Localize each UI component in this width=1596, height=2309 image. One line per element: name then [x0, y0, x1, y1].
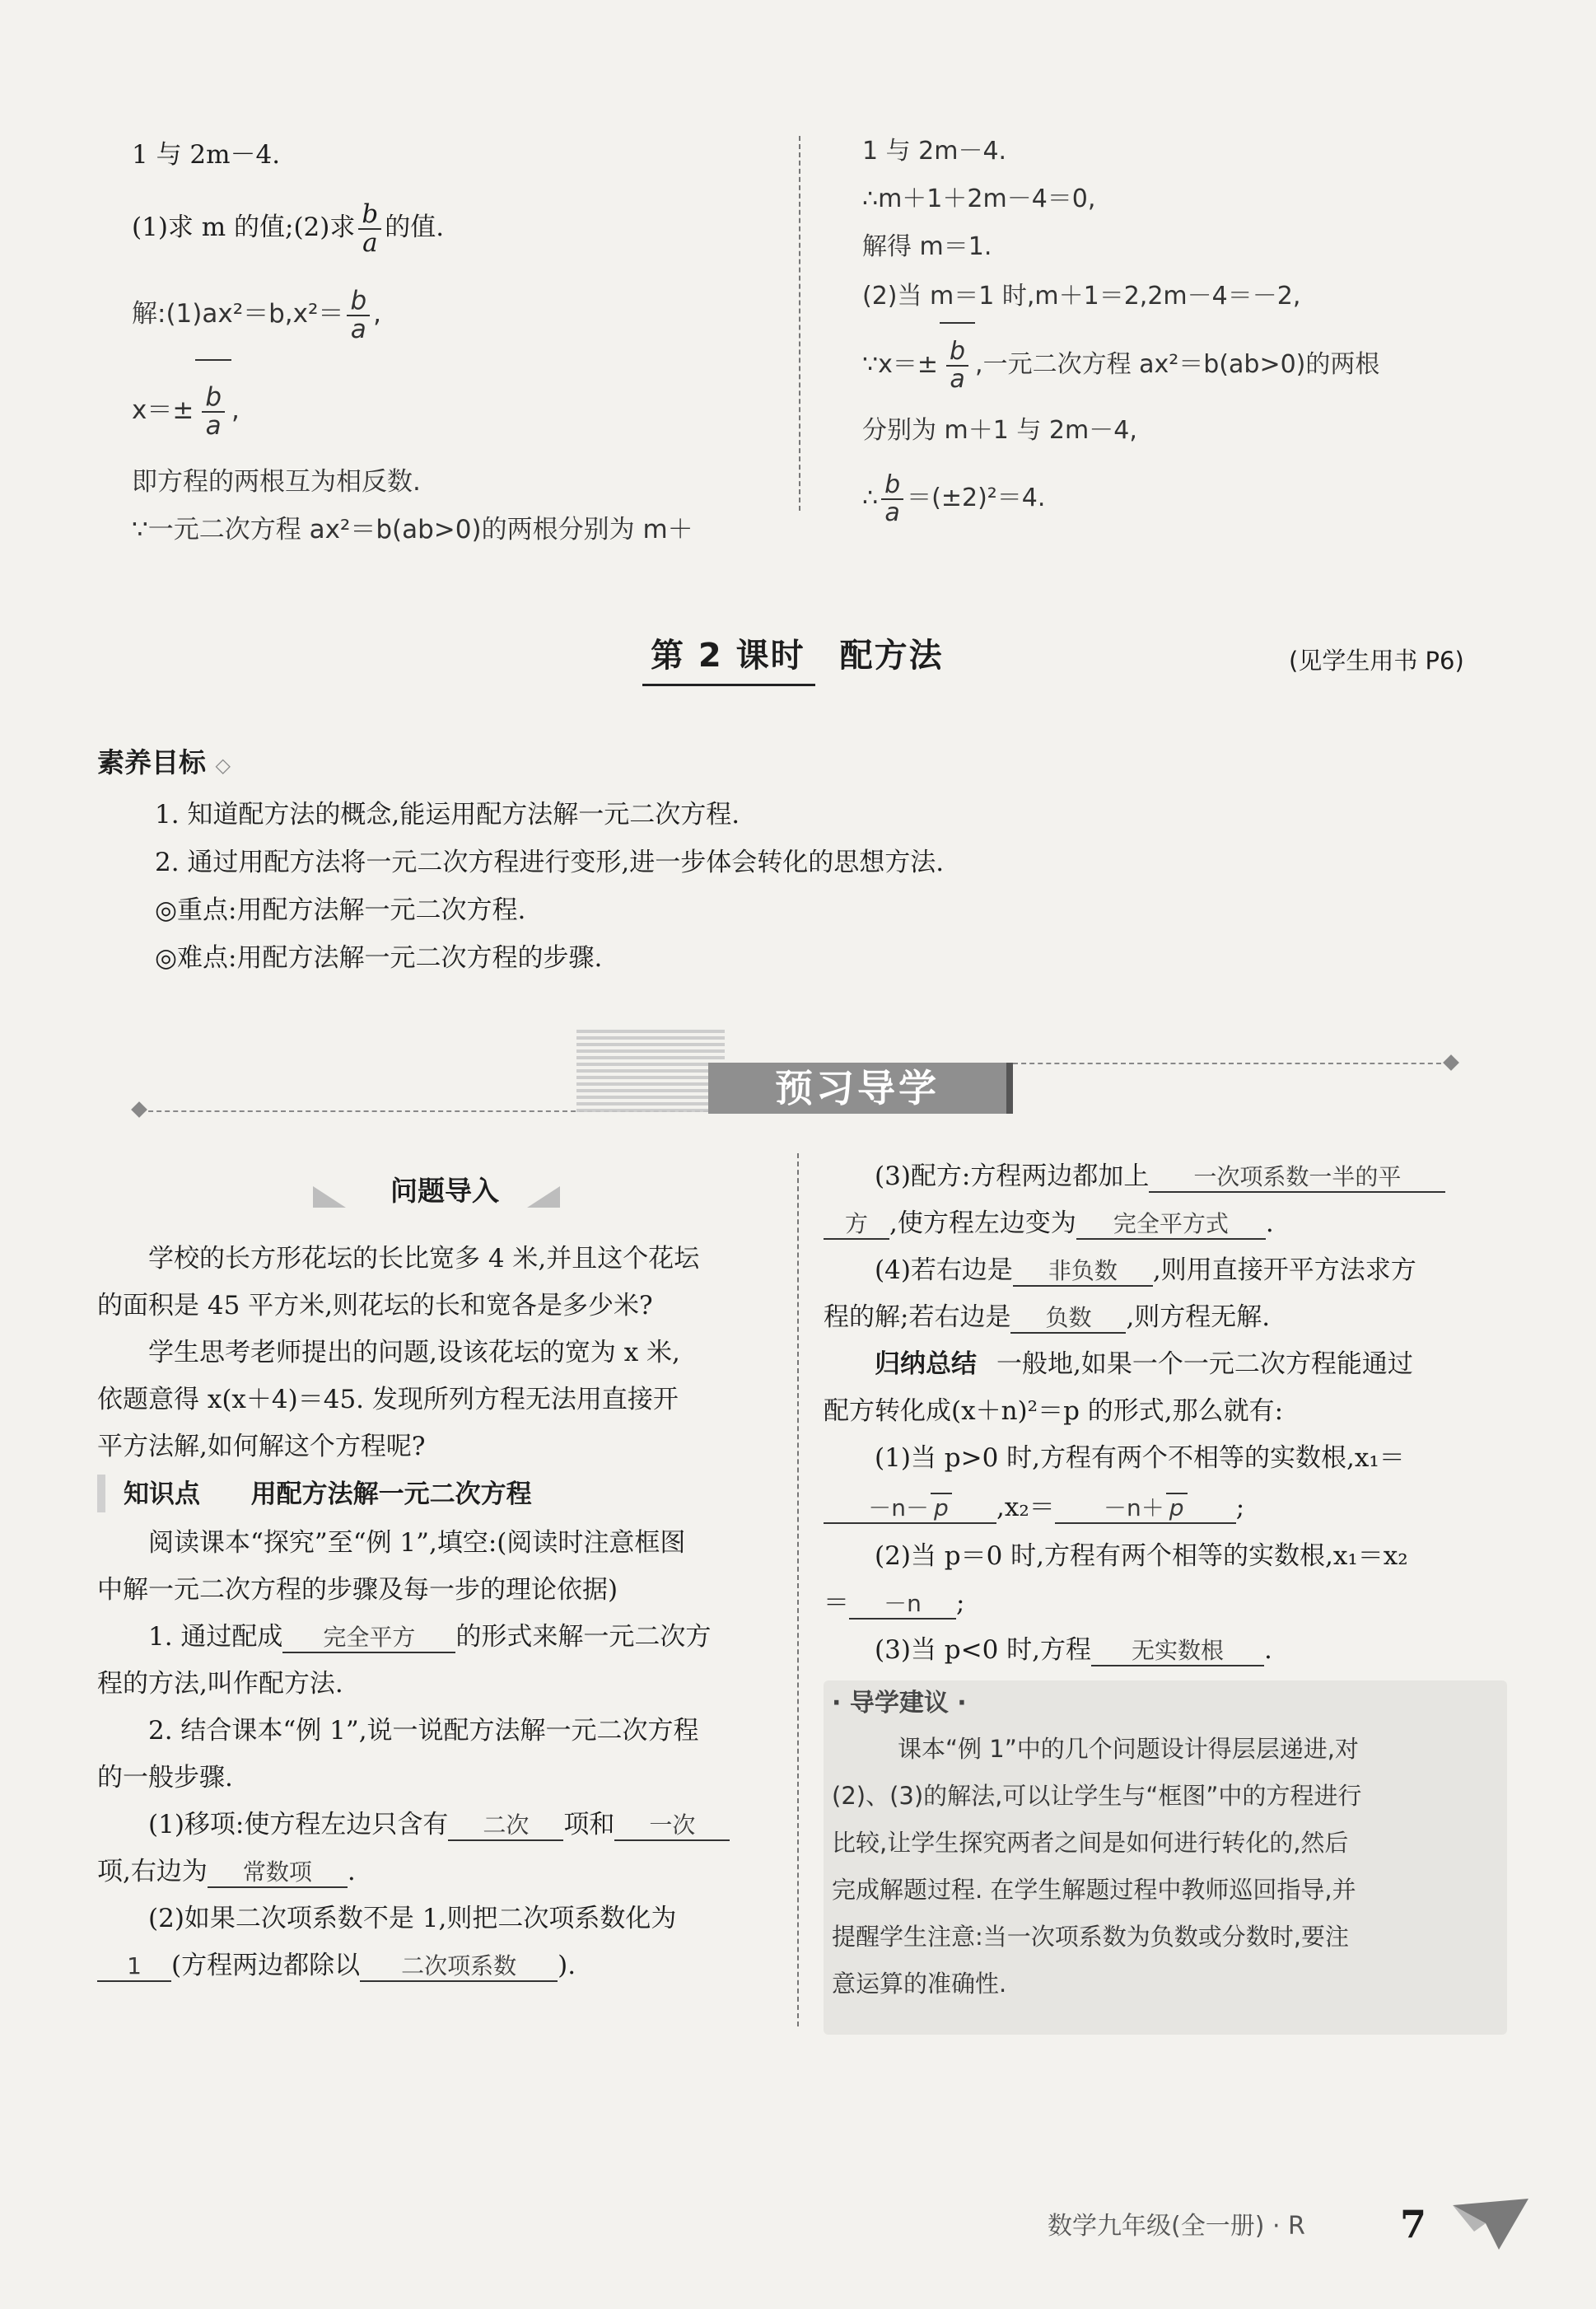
text-line: 1 与 2m－4. — [862, 137, 1007, 166]
banner-dot-icon — [131, 1101, 147, 1118]
fraction: $\frac{b}{a}$ — [946, 339, 968, 392]
teaching-tip-body — [832, 1726, 1499, 2008]
text-line: 学校的长方形花坛的长比宽多 4 米,并且这个花坛 — [148, 1244, 700, 1274]
diamond-arrow-icon: ◇ — [215, 754, 231, 777]
knowledge-point-bar — [97, 1475, 105, 1512]
text-line: 解得 m＝1. — [862, 232, 992, 261]
answer-blank: 二次项系数 — [360, 1952, 558, 1982]
text-line: 解:(1)ax²＝b,x²＝ $\frac{b}{a}$ , — [132, 285, 381, 344]
text-line: 1 (方程两边都除以 二次项系数 ). — [97, 1942, 781, 1989]
answer-blank: 方 — [824, 1210, 889, 1240]
column-divider — [797, 1153, 799, 2026]
text-line: (3)配方:方程两边都加上 一次项系数一半的平 — [824, 1153, 1515, 1200]
fraction: $\frac{b}{a}$ — [347, 287, 370, 343]
text-line: 分别为 m＋1 与 2m－4, — [862, 416, 1137, 445]
answer-blank: 负数 — [1010, 1304, 1126, 1334]
fraction: $\frac{b}{a}$ — [358, 201, 381, 256]
text-line: x＝± $\frac{b}{a}$ , — [132, 359, 791, 458]
goal-item: 1. 知道配方法的概念,能运用配方法解一元二次方程. — [155, 800, 740, 830]
text-line: (1)移项:使方程左边只含有 二次 项和 一次 — [97, 1802, 781, 1849]
text-line: 的面积是 45 平方米,则花坛的长和宽各是多少米? — [97, 1291, 653, 1320]
goal-item: ◎重点:用配方法解一元二次方程. — [155, 895, 526, 925]
triangle-right-icon — [527, 1186, 560, 1208]
answer-blank: －n－ p — [824, 1493, 996, 1524]
text-line: ∵一元二次方程 ax²＝b(ab>0)的两根分别为 m＋ — [132, 515, 693, 545]
text-line: 意运算的准确性. — [832, 1970, 1007, 1998]
text-line: ＝ －n ; — [824, 1588, 965, 1618]
answer-blank: 一次 — [614, 1811, 730, 1841]
goal-item: 2. 通过用配方法将一元二次方程进行变形,进一步体会转化的思想方法. — [155, 848, 945, 877]
text-line: 归纳总结 一般地,如果一个一元二次方程能通过 — [875, 1349, 1413, 1379]
text-line: 1. 通过配成 完全平方 的形式来解一元二次方 — [148, 1622, 712, 1652]
answer-blank: 1 — [97, 1952, 171, 1982]
answer-blank: －n＋ p — [1055, 1493, 1236, 1524]
answer-blank: －n — [849, 1590, 956, 1620]
text-line: 中解一元二次方程的步骤及每一步的理论依据) — [97, 1575, 618, 1605]
paper-plane-icon — [1449, 2195, 1532, 2253]
text-line: (4)若右边是 非负数 ,则用直接开平方法求方 — [875, 1255, 1416, 1285]
lesson-title-underline — [642, 684, 815, 686]
goal-item: ◎难点:用配方法解一元二次方程的步骤. — [155, 943, 603, 973]
goals-heading: 素养目标 ◇ — [97, 746, 231, 778]
text-line: 2. 结合课本“例 1”,说一说配方法解一元二次方程 — [148, 1716, 699, 1746]
fraction: $\frac{b}{a}$ — [881, 472, 903, 526]
banner-rule-right — [1013, 1063, 1449, 1064]
text-line: 程的方法,叫作配方法. — [97, 1669, 343, 1699]
answer-blank: 常数项 — [208, 1858, 348, 1888]
text-line: 依题意得 x(x＋4)＝45. 发现所列方程无法用直接开 — [97, 1385, 679, 1414]
text-line: (3)当 p<0 时,方程 无实数根 . — [875, 1635, 1272, 1665]
text-line: 程的解;若右边是 负数 ,则方程无解. — [824, 1302, 1271, 1332]
page-number: 7 — [1400, 2202, 1427, 2246]
text-line: 配方转化成(x＋n)²＝p 的形式,那么就有: — [824, 1396, 1284, 1426]
banner-letter-mark — [576, 1030, 725, 1112]
text-line: 完成解题过程. 在学生解题过程中教师巡回指导,并 — [832, 1876, 1356, 1904]
text-line: (2)、(3)的解法,可以让学生与“框图”中的方程进行 — [832, 1782, 1362, 1810]
sqrt-sign: p — [1166, 1493, 1188, 1522]
summary-label: 归纳总结 — [875, 1349, 977, 1379]
teaching-tip-heading: · 导学建议 · — [832, 1689, 967, 1718]
text-line: －n－ p ,x₂＝ －n＋ p ; — [824, 1482, 1515, 1533]
banner-dot-icon — [1443, 1054, 1459, 1071]
text-line: 项,右边为 常数项 . — [97, 1857, 356, 1886]
text-line: 的一般步骤. — [97, 1763, 233, 1793]
top-right-column — [862, 128, 1538, 540]
answer-blank: 一次项系数一半的平 — [1149, 1163, 1445, 1193]
goals-list — [155, 791, 944, 982]
left-body-2 — [97, 1520, 781, 1989]
text-line: 阅读课本“探究”至“例 1”,填空:(阅读时注意框图 — [148, 1528, 686, 1558]
left-body-1 — [97, 1236, 781, 1470]
lesson-title: 第 2 课时 配方法 — [651, 637, 944, 675]
triangle-left-icon — [313, 1186, 346, 1208]
answer-blank: 无实数根 — [1091, 1637, 1264, 1666]
section-banner: 预习导学 — [708, 1063, 1013, 1114]
right-body — [824, 1153, 1515, 1674]
subsection-heading: 问题导入 — [390, 1175, 499, 1207]
text-line: (1)求 m 的值;(2)求 $\frac{b}{a}$ 的值. — [132, 199, 445, 258]
top-left-column — [132, 124, 791, 554]
text-line: 方 ,使方程左边变为 完全平方式 . — [824, 1200, 1515, 1247]
text-line: 即方程的两根互为相反数. — [132, 467, 421, 497]
sqrt-sign — [940, 322, 975, 406]
text-line: ∴m＋1＋2m－4＝0, — [862, 185, 1096, 213]
column-divider — [799, 136, 800, 511]
student-book-reference: (见学生用书 P6) — [1289, 647, 1464, 675]
text-line: 提醒学生注意:当一次项系数为负数或分数时,要注 — [832, 1923, 1349, 1951]
footer-book-title: 数学九年级(全一册) · R — [1048, 2212, 1305, 2241]
answer-blank: 二次 — [448, 1811, 563, 1841]
text-line: 比较,让学生探究两者之间是如何进行转化的,然后 — [832, 1829, 1349, 1857]
knowledge-point-heading: 知识点 用配方法解一元二次方程 — [124, 1479, 532, 1509]
text-line: (1)当 p>0 时,方程有两个不相等的实数根,x₁＝ — [875, 1443, 1405, 1473]
text-line: 课本“例 1”中的几个问题设计得层层递进,对 — [898, 1735, 1359, 1763]
answer-blank: 完全平方式 — [1076, 1210, 1266, 1240]
fraction: $\frac{b}{a}$ — [202, 384, 225, 439]
text-line: 平方法解,如何解这个方程呢? — [97, 1432, 426, 1461]
sqrt-sign — [195, 359, 231, 460]
text-line: ∵x＝± $\frac{b}{a}$ ,一元二次方程 ax²＝b(ab>0)的两根 — [862, 322, 1538, 404]
answer-blank: 完全平方 — [282, 1624, 455, 1653]
text-line: (2)当 m＝1 时,m＋1＝2,2m－4＝－2, — [862, 282, 1301, 311]
text-line: 1 与 2m－4. — [132, 140, 281, 170]
text-line: ∴ $\frac{b}{a}$ ＝(±2)²＝4. — [862, 470, 1046, 527]
text-line: (2)当 p＝0 时,方程有两个相等的实数根,x₁＝x₂ — [875, 1541, 1408, 1571]
text-line: 学生思考老师提出的问题,设该花坛的宽为 x 米, — [148, 1338, 680, 1367]
answer-blank: 非负数 — [1013, 1257, 1153, 1287]
text-line: (2)如果二次项系数不是 1,则把二次项系数化为 — [148, 1904, 677, 1933]
sqrt-sign: p — [931, 1493, 952, 1522]
